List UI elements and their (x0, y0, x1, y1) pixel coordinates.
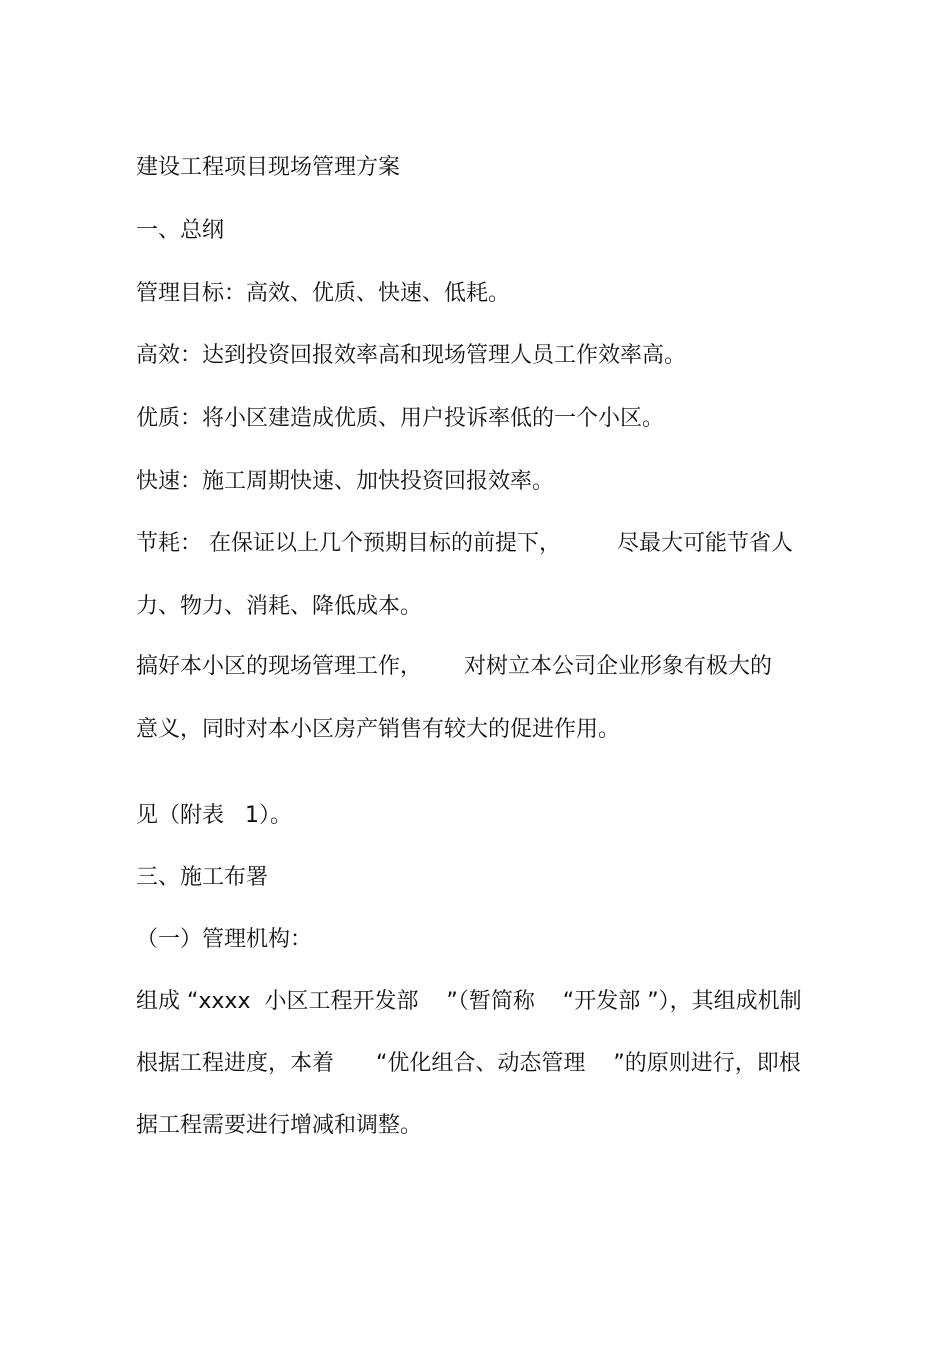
paragraph-organization-line-3: 据工程需要进行增减和调整。 (136, 1113, 423, 1138)
section-heading-construction-layout: 三、施工布署 (136, 865, 269, 890)
paragraph-significance-line-2: 意义，同时对本小区房产销售有较大的促进作用。 (136, 717, 621, 742)
paragraph-organization-line-2: 根据工程进度，本着 “优化组合、动态管理 ”的原则进行，即根 (136, 1051, 801, 1076)
paragraph-see-appendix: 见（附表 1）。 (136, 803, 292, 828)
paragraph-saving-line-1: 节耗： 在保证以上几个预期目标的前提下， 尽最大可能节省人 (136, 531, 793, 556)
section-heading-general: 一、总纲 (136, 218, 225, 243)
document-title: 建设工程项目现场管理方案 (136, 155, 401, 180)
subsection-heading-management-organization: （一）管理机构： (136, 927, 313, 952)
paragraph-efficiency: 高效：达到投资回报效率高和现场管理人员工作效率高。 (136, 343, 687, 368)
paragraph-significance-line-1: 搞好本小区的现场管理工作， 对树立本公司企业形象有极大的 (136, 654, 772, 679)
paragraph-speed: 快速：施工周期快速、加快投资回报效率。 (136, 469, 555, 494)
paragraph-saving-line-2: 力、物力、消耗、降低成本。 (136, 594, 423, 619)
paragraph-management-goal: 管理目标：高效、优质、快速、低耗。 (136, 281, 511, 306)
paragraph-quality: 优质：将小区建造成优质、用户投诉率低的一个小区。 (136, 406, 665, 431)
paragraph-organization-line-1: 组成 “xxxx 小区工程开发部 ”（暂简称 “开发部 ”），其组成机制 (136, 989, 802, 1014)
